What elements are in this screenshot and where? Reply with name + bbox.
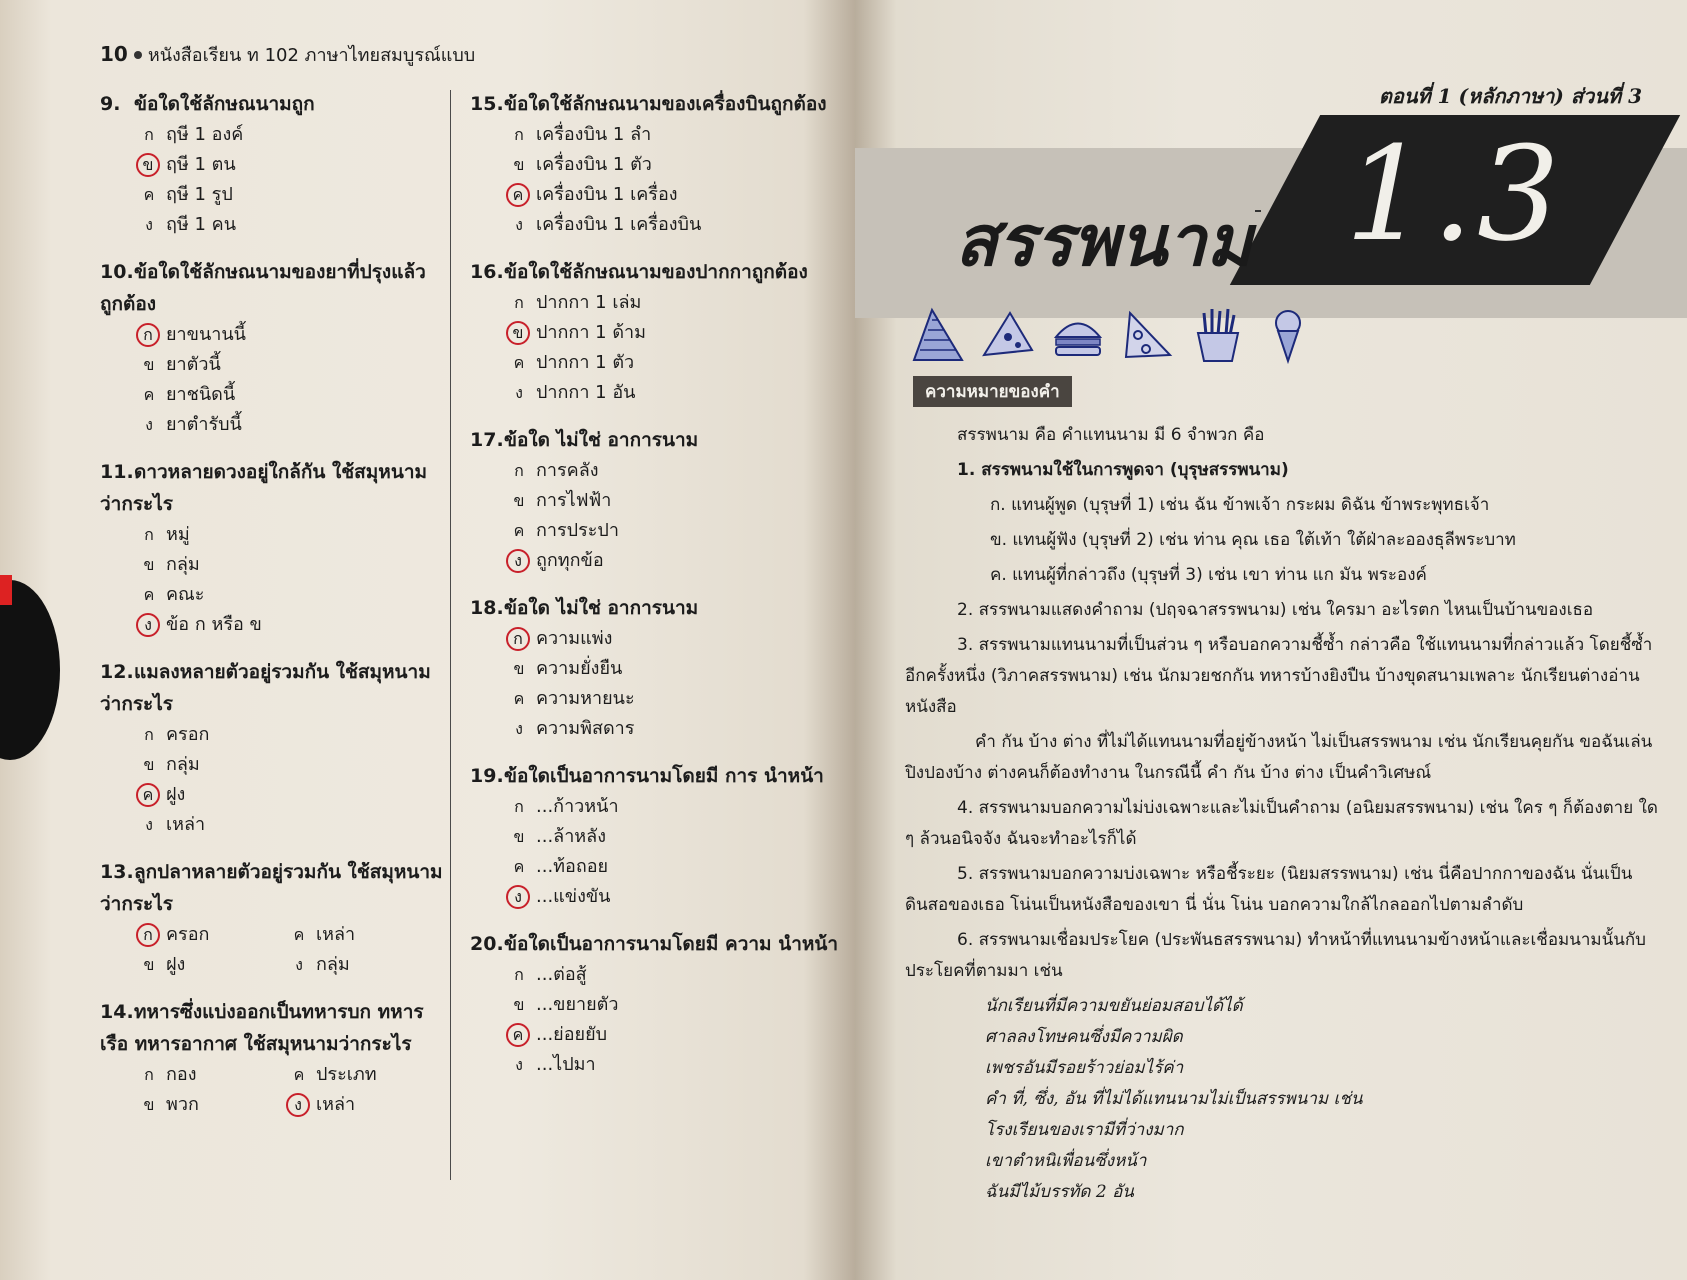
answer-circle-icon: ก xyxy=(506,627,530,651)
option-text: เครื่องบิน 1 เครื่อง xyxy=(536,184,678,205)
question-number: 10. xyxy=(100,261,134,283)
option[interactable] xyxy=(508,714,840,744)
option[interactable] xyxy=(508,516,840,546)
option[interactable] xyxy=(138,580,445,610)
option-letter: ก xyxy=(514,461,524,480)
option-text: ความหายนะ xyxy=(536,688,635,709)
option[interactable] xyxy=(508,378,840,408)
question-number: 20. xyxy=(470,933,504,955)
question-number: 12. xyxy=(100,661,134,683)
option[interactable] xyxy=(138,350,445,380)
question-text: ข้อใดใช้ลักษณนามถูก xyxy=(134,93,315,115)
option-text: ครอก xyxy=(166,724,210,745)
option-letter: ข xyxy=(513,827,525,846)
option-text: ...ย่อยยับ xyxy=(536,1024,608,1045)
option[interactable] xyxy=(138,380,445,410)
option-text: ...ล้าหลัง xyxy=(536,826,606,847)
question-number: 14. xyxy=(100,1001,134,1023)
question-text: แมลงหลายตัวอยู่รวมกัน ใช้สมุหนามว่ากระไร xyxy=(100,661,431,715)
question-13 xyxy=(100,856,445,980)
option[interactable] xyxy=(508,852,840,882)
option[interactable] xyxy=(138,210,445,240)
option-letter: ง xyxy=(295,955,303,974)
option[interactable] xyxy=(138,720,445,750)
option-text: คณะ xyxy=(166,584,205,605)
question-17 xyxy=(470,424,840,576)
option-text: ความยั่งยืน xyxy=(536,658,623,679)
question-number: 19. xyxy=(470,765,504,787)
examples-list xyxy=(905,991,1665,1208)
option-letter: ข xyxy=(143,1095,155,1114)
book-bookmark xyxy=(0,580,60,760)
option-selected[interactable] xyxy=(138,320,445,350)
option-selected[interactable] xyxy=(138,920,288,950)
option-letter: ค xyxy=(513,353,525,372)
question-text: ลูกปลาหลายตัวอยู่รวมกัน ใช้สมุหนามว่ากระไร xyxy=(100,861,443,915)
column-divider xyxy=(450,90,451,1180)
question-19 xyxy=(470,760,840,912)
option-letter: ข xyxy=(143,755,155,774)
option-selected[interactable] xyxy=(508,180,840,210)
option-text: กลุ่ม xyxy=(166,754,200,775)
option-text: เครื่องบิน 1 ลำ xyxy=(536,124,652,145)
question-text: ข้อใดใช้ลักษณนามของเครื่องบินถูกต้อง xyxy=(504,93,827,115)
option-selected[interactable] xyxy=(508,546,840,576)
option-letter: ค xyxy=(513,521,525,540)
option-text: กลุ่ม xyxy=(166,554,200,575)
pizza-icon xyxy=(1120,305,1176,365)
answer-circle-icon: ค xyxy=(506,183,530,207)
answer-circle-icon: ง xyxy=(506,885,530,909)
article-body xyxy=(905,420,1665,1208)
option-selected[interactable] xyxy=(138,150,445,180)
answer-circle-icon: ง xyxy=(506,549,530,573)
option[interactable] xyxy=(138,1060,288,1090)
question-text: ข้อใด ไม่ใช่ อาการนาม xyxy=(504,429,699,451)
option-text: ปากกา 1 เล่ม xyxy=(536,292,642,313)
option-letter: ค xyxy=(143,385,155,404)
option-text: ...ไปมา xyxy=(536,1054,596,1075)
option-text: ...แข่งขัน xyxy=(536,886,611,907)
chapter-number: 1.3 xyxy=(1345,118,1564,270)
answer-circle-icon: ก xyxy=(136,923,160,947)
option-text: ...ขยายตัว xyxy=(536,994,619,1015)
question-14 xyxy=(100,996,445,1120)
pronoun-type-3: 3. สรรพนามแทนนามที่เป็นส่วน ๆ หรือบอกความชี้ซ้ำ กล่าวคือ ใช้แทนนามที่กล่าวแล้ว โดยชี้ซ้ำอีกครั้งหนึ่ง (วิภาคสรรพนาม) เช่น นักมวยชกกัน ทหารบ้างยิงปืน บ้างขุดสนามเพลาะ นักเรียนต่างอ่านหนังสือ xyxy=(905,635,1653,717)
option-selected[interactable] xyxy=(508,1020,840,1050)
option[interactable] xyxy=(508,1050,840,1080)
question-number: 9. xyxy=(100,93,121,115)
page-header xyxy=(100,40,475,69)
option-letter: ง xyxy=(145,815,153,834)
pronoun-type-5: 5. สรรพนามบอกความบ่งเฉพาะ หรือชี้ระยะ (นิยมสรรพนาม) เช่น นี่คือปากกาของฉัน นั่นเป็นดินสอของเธอ โน่นเป็นหนังสือของเขา นี่ นั่น โน่น บอกความใกล้ไกลออกไปตามลำดับ xyxy=(905,864,1633,915)
example-line: ศาลลงโทษคนซึ่งมีความผิด xyxy=(985,1027,1183,1047)
example-line: ฉันมีไม้บรรทัด 2 อัน xyxy=(985,1182,1134,1202)
question-number: 13. xyxy=(100,861,134,883)
option[interactable] xyxy=(508,288,840,318)
option[interactable] xyxy=(288,920,438,950)
pizza-slice-icon xyxy=(980,305,1036,365)
pronoun-type-1c: ค. แทนผู้ที่กล่าวถึง (บุรุษที่ 3) เช่น เขา ท่าน แก มัน พระองค์ xyxy=(990,565,1427,585)
pronoun-type-6: 6. สรรพนามเชื่อมประโยค (ประพันธสรรพนาม) ทำหน้าที่แทนนามข้างหน้าและเชื่อมนามนั้นกับประโยคที่ตามมา เช่น xyxy=(905,930,1646,981)
answer-circle-icon: ง xyxy=(136,613,160,637)
option[interactable] xyxy=(138,750,445,780)
example-line: นักเรียนที่มีความขยันย่อมสอบได้ได้ xyxy=(985,996,1243,1016)
option[interactable] xyxy=(138,120,445,150)
option[interactable] xyxy=(138,410,445,440)
bullet-icon xyxy=(134,51,142,59)
option[interactable] xyxy=(508,792,840,822)
question-11 xyxy=(100,456,445,640)
pronoun-type-1a: ก. แทนผู้พูด (บุรุษที่ 1) เช่น ฉัน ข้าพเจ้า กระผม ดิฉัน ข้าพระพุทธเจ้า xyxy=(990,495,1490,515)
option-text: ยาตัวนี้ xyxy=(166,354,221,375)
ice-cream-icon xyxy=(1260,305,1316,365)
option-text: ประเภท xyxy=(316,1064,377,1085)
chapter-title: สรรพนาม xyxy=(955,199,1253,282)
option-letter: ค xyxy=(143,585,155,604)
question-number: 15. xyxy=(470,93,504,115)
option[interactable] xyxy=(508,960,840,990)
example-line: เพชรอันมีรอยร้าวย่อมไร้ค่า xyxy=(985,1058,1184,1078)
option-letter: ค xyxy=(293,1065,305,1084)
option-letter: ข xyxy=(143,955,155,974)
option-text: เหล่า xyxy=(166,814,206,835)
option-selected[interactable] xyxy=(508,624,840,654)
question-text: ทหารซึ่งแบ่งออกเป็นทหารบก ทหารเรือ ทหารอากาศ ใช้สมุหนามว่ากระไร xyxy=(100,1001,424,1055)
option-letter: ก xyxy=(514,125,524,144)
option[interactable] xyxy=(508,990,840,1020)
section-header: ตอนที่ 1 (หลักภาษา) ส่วนที่ 3 xyxy=(1378,84,1642,108)
red-tab-marker xyxy=(0,575,12,605)
option[interactable] xyxy=(138,1090,288,1120)
option-letter: ก xyxy=(144,125,154,144)
pronoun-type-1b: ข. แทนผู้ฟัง (บุรุษที่ 2) เช่น ท่าน คุณ เธอ ใต้เท้า ใต้ฝ่าละอองธุลีพระบาท xyxy=(990,530,1516,550)
option-text: ยาตำรับนี้ xyxy=(166,414,242,435)
page-number: 10 xyxy=(100,42,128,66)
example-line: โรงเรียนของเรามีที่ว่างมาก xyxy=(985,1120,1184,1140)
question-text: ข้อใดเป็นอาการนามโดยมี ความ นำหน้า xyxy=(504,933,839,955)
answer-circle-icon: ข xyxy=(136,153,160,177)
option-text: ...ก้าวหน้า xyxy=(536,796,619,817)
option-text: ฝูง xyxy=(166,954,186,975)
answer-circle-icon: ง xyxy=(286,1093,310,1117)
option-text: การคลัง xyxy=(536,460,599,481)
questions-column-1 xyxy=(100,88,445,1136)
option[interactable] xyxy=(138,180,445,210)
title-dash xyxy=(1255,210,1261,212)
intro-text: สรรพนาม คือ คำแทนนาม มี 6 จำพวก คือ xyxy=(957,425,1265,445)
option-text: ความแพ่ง xyxy=(536,628,613,649)
option-text: ฤษี 1 รูป xyxy=(166,184,233,205)
option-letter: ค xyxy=(143,185,155,204)
option-text: ...ท้อถอย xyxy=(536,856,609,877)
option-letter: ค xyxy=(513,857,525,876)
option-text: ยาชนิดนี้ xyxy=(166,384,236,405)
questions-column-2 xyxy=(470,88,840,1096)
question-18 xyxy=(470,592,840,744)
option-letter: ข xyxy=(513,155,525,174)
option[interactable] xyxy=(508,210,840,240)
pronoun-type-2: 2. สรรพนามแสดงคำถาม (ปฤจฉาสรรพนาม) เช่น ใครมา อะไรตก ไหนเป็นบ้านของเธอ xyxy=(957,600,1594,620)
option-text: เครื่องบิน 1 ตัว xyxy=(536,154,652,175)
option[interactable] xyxy=(508,684,840,714)
option-letter: ง xyxy=(145,415,153,434)
example-line: เขาตำหนิเพื่อนซึ่งหน้า xyxy=(985,1151,1147,1171)
question-text: ข้อใดใช้ลักษณนามของปากกาถูกต้อง xyxy=(504,261,808,283)
option-letter: ข xyxy=(513,995,525,1014)
option-selected[interactable] xyxy=(508,882,840,912)
option-text: เหล่า xyxy=(316,1094,356,1115)
option-text: ปากกา 1 อัน xyxy=(536,382,636,403)
option-text: ปากกา 1 ตัว xyxy=(536,352,635,373)
option-selected[interactable] xyxy=(138,610,445,640)
question-text: ข้อใดเป็นอาการนามโดยมี การ นำหน้า xyxy=(504,765,824,787)
french-fries-icon xyxy=(1190,305,1246,365)
option-letter: ข xyxy=(143,355,155,374)
option-text: ถูกทุกข้อ xyxy=(536,550,604,571)
option-text: หมู่ xyxy=(166,524,190,545)
option-text: ความพิสดาร xyxy=(536,718,635,739)
option[interactable] xyxy=(288,950,438,980)
option-letter: ง xyxy=(515,719,523,738)
option-letter: ง xyxy=(515,1055,523,1074)
question-number: 11. xyxy=(100,461,134,483)
option-text: เหล่า xyxy=(316,924,356,945)
question-16 xyxy=(470,256,840,408)
option[interactable] xyxy=(508,120,840,150)
option-letter: ก xyxy=(144,1065,154,1084)
pronoun-type-1: 1. สรรพนามใช้ในการพูดจา (บุรุษสรรพนาม) xyxy=(957,460,1289,480)
option-letter: ค xyxy=(293,925,305,944)
option-letter: ข xyxy=(513,659,525,678)
option[interactable] xyxy=(508,486,840,516)
option-letter: ค xyxy=(513,689,525,708)
option-text: ฤษี 1 คน xyxy=(166,214,237,235)
option-text: ฤษี 1 ตน xyxy=(166,154,236,175)
option-text: การไฟฟ้า xyxy=(536,490,612,511)
option-letter: ข xyxy=(143,555,155,574)
answer-circle-icon: ค xyxy=(506,1023,530,1047)
header-title: หนังสือเรียน ท 102 ภาษาไทยสมบูรณ์แบบ xyxy=(147,45,476,66)
question-text: ข้อใด ไม่ใช่ อาการนาม xyxy=(504,597,699,619)
option[interactable] xyxy=(508,456,840,486)
question-text: ข้อใดใช้ลักษณนามของยาที่ปรุงแล้วถูกต้อง xyxy=(100,261,426,315)
option-text: กอง xyxy=(166,1064,197,1085)
option-text: ยาขนานนี้ xyxy=(166,324,246,345)
example-line: คำ ที่, ซึ่ง, อัน ที่ไม่ได้แทนนามไม่เป็นสรรพนาม เช่น xyxy=(985,1089,1363,1109)
pronoun-type-3-note: คำ กัน บ้าง ต่าง ที่ไม่ได้แทนนามที่อยู่ข้างหน้า ไม่เป็นสรรพนาม เช่น นักเรียนคุยกัน ขอฉันเล่นปิงปองบ้าง ต่างคนก็ต้องทำงาน ในกรณีนี้ คำ กัน บ้าง ต่าง เป็นคำวิเศษณ์ xyxy=(905,732,1653,783)
question-15 xyxy=(470,88,840,240)
option-letter: ก xyxy=(514,965,524,984)
option-text: ...ต่อสู้ xyxy=(536,964,587,985)
option-selected[interactable] xyxy=(288,1090,438,1120)
option-text: เครื่องบิน 1 เครื่องบิน xyxy=(536,214,702,235)
option-text: กลุ่ม xyxy=(316,954,350,975)
option-text: ฝูง xyxy=(166,784,186,805)
option[interactable] xyxy=(138,810,445,840)
question-9 xyxy=(100,88,445,240)
section-label: ความหมายของคำ xyxy=(913,376,1072,407)
answer-circle-icon: ก xyxy=(136,323,160,347)
option-text: ปากกา 1 ด้าม xyxy=(536,322,646,343)
option-text: ฤษี 1 องค์ xyxy=(166,124,244,145)
pronoun-type-4: 4. สรรพนามบอกความไม่บ่งเฉพาะและไม่เป็นคำถาม (อนิยมสรรพนาม) เช่น ใคร ๆ ก็ต้องตาย ใด ๆ ล้วนอนิจจัง ฉันจะทำอะไรก็ได้ xyxy=(905,798,1658,849)
question-number: 17. xyxy=(470,429,504,451)
question-12 xyxy=(100,656,445,840)
question-number: 16. xyxy=(470,261,504,283)
option[interactable] xyxy=(138,950,288,980)
option-text: ครอก xyxy=(166,924,210,945)
option-text: ข้อ ก หรือ ข xyxy=(166,614,262,635)
answer-circle-icon: ข xyxy=(506,321,530,345)
question-text: ดาวหลายดวงอยู่ใกล้กัน ใช้สมุหนามว่ากระไร xyxy=(100,461,428,515)
answer-circle-icon: ค xyxy=(136,783,160,807)
option-letter: ก xyxy=(514,797,524,816)
option-text: พวก xyxy=(166,1094,199,1115)
option-letter: ง xyxy=(515,215,523,234)
option[interactable] xyxy=(508,348,840,378)
option[interactable] xyxy=(508,150,840,180)
option-selected[interactable] xyxy=(508,318,840,348)
option-letter: ข xyxy=(513,491,525,510)
option-letter: ง xyxy=(145,215,153,234)
ice-cream-cone-icon xyxy=(910,305,966,365)
option[interactable] xyxy=(288,1060,438,1090)
question-10 xyxy=(100,256,445,440)
option[interactable] xyxy=(508,654,840,684)
food-illustrations xyxy=(910,305,1316,365)
option-text: การประปา xyxy=(536,520,619,541)
option[interactable] xyxy=(138,550,445,580)
option-letter: ก xyxy=(144,525,154,544)
option[interactable] xyxy=(138,520,445,550)
question-number: 18. xyxy=(470,597,504,619)
option[interactable] xyxy=(508,822,840,852)
option-letter: ง xyxy=(515,383,523,402)
hamburger-icon xyxy=(1050,305,1106,365)
question-20 xyxy=(470,928,840,1080)
right-page xyxy=(855,0,1687,1280)
option-letter: ก xyxy=(144,725,154,744)
option-selected[interactable] xyxy=(138,780,445,810)
option-letter: ก xyxy=(514,293,524,312)
